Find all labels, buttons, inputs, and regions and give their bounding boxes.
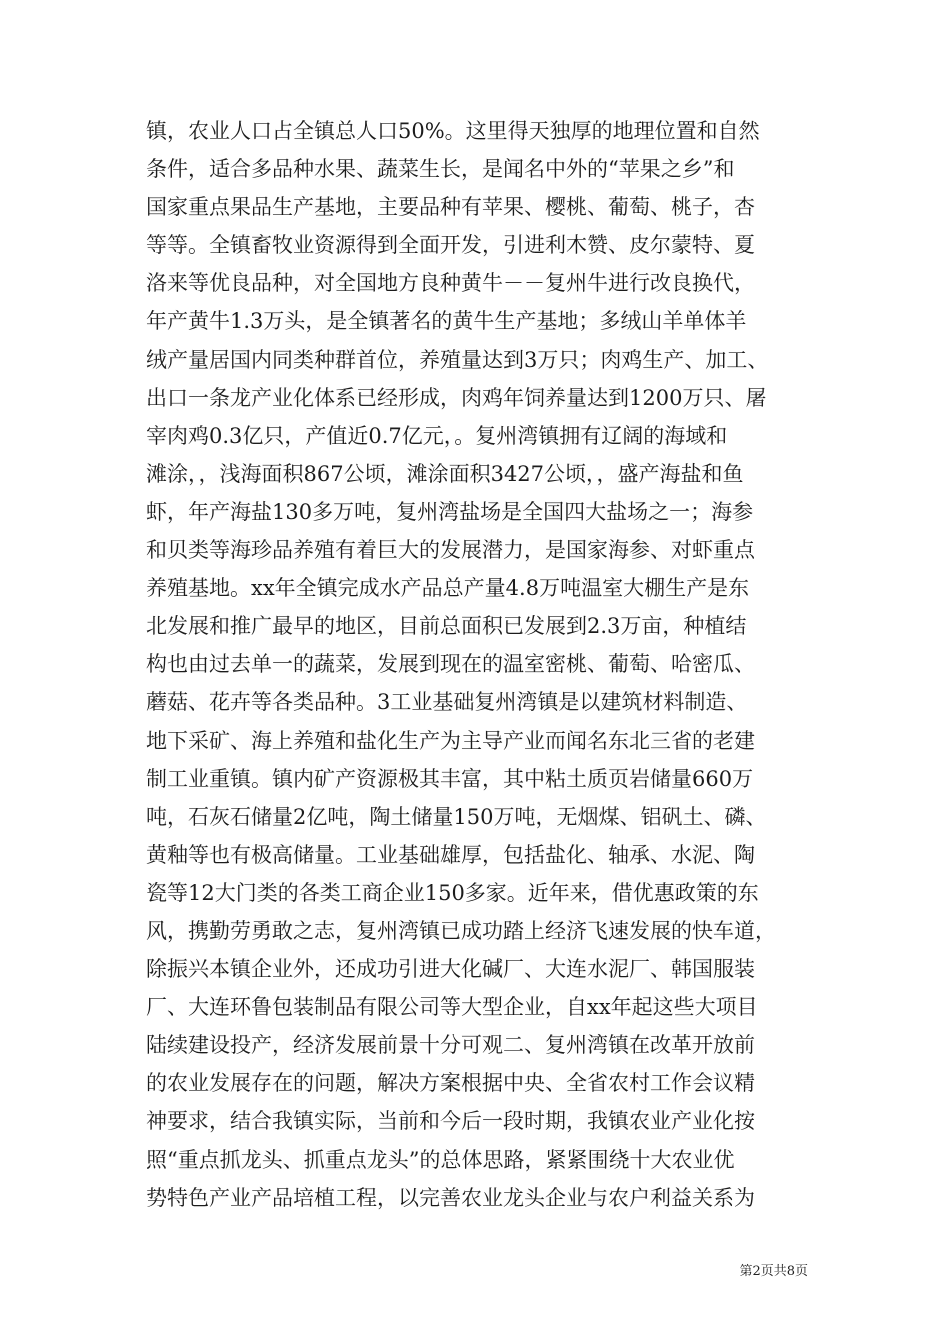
text-line: 照“重点抓龙头、抓重点龙头”的总体思路，紧紧围绕十大农业优 (146, 1147, 735, 1172)
text-line: 势特色产业产品培植工程，以完善农业龙头企业与农户利益关系为 (146, 1185, 755, 1210)
text-line: 和贝类等海珍品养殖有着巨大的发展潜力，是国家海参、对虾重点 (146, 538, 755, 563)
text-line: 除振兴本镇企业外，还成功引进大化碱厂、大连水泥厂、韩国服装 (146, 957, 755, 982)
text-line: 北发展和推广最早的地区，目前总面积已发展到2.3万亩，种植结 (146, 614, 747, 639)
text-line: 风，携勤劳勇敢之志，复州湾镇已成功踏上经济飞速发展的快车道， (146, 918, 776, 943)
text-line: 神要求，结合我镇实际，当前和今后一段时期，我镇农业产业化按 (146, 1109, 755, 1134)
text-line: 陆续建设投产，经济发展前景十分可观二、复州湾镇在改革开放前 (146, 1033, 755, 1058)
text-line: 绒产量居国内同类种群首位，养殖量达到3万只；肉鸡生产、加工、 (146, 347, 769, 372)
text-line: 等等。全镇畜牧业资源得到全面开发，引进利木赞、皮尔蒙特、夏 (146, 233, 755, 258)
document-body (146, 112, 826, 1217)
text-line: 瓷等12大门类的各类工商企业150多家。近年来，借优惠政策的东 (146, 880, 759, 905)
text-line: 出口一条龙产业化体系已经形成，肉鸡年饲养量达到1200万只、屠 (146, 385, 767, 410)
text-line: 地下采矿、海上养殖和盐化生产为主导产业而闻名东北三省的老建 (146, 728, 755, 753)
text-line: 洛来等优良品种，对全国地方良种黄牛－－复州牛进行改良换代， (146, 271, 755, 296)
text-line: 黄釉等也有极高储量。工业基础雄厚，包括盐化、轴承、水泥、陶 (146, 842, 755, 867)
text-line: 的农业发展存在的问题，解决方案根据中央、全省农村工作会议精 (146, 1071, 755, 1096)
text-line: 滩涂，，浅海面积867公顷，滩涂面积3427公顷，，盛产海盐和鱼 (146, 461, 744, 486)
text-line: 条件，适合多品种水果、蔬菜生长，是闻名中外的“苹果之乡”和 (146, 157, 735, 182)
page-number: 第2页共8页 (739, 1264, 808, 1279)
text-line: 年产黄牛1.3万头，是全镇著名的黄牛生产基地；多绒山羊单体羊 (146, 309, 747, 334)
text-line: 吨，石灰石储量2亿吨，陶土储量150万吨，无烟煤、铝矾土、磷、 (146, 804, 767, 829)
text-line: 制工业重镇。镇内矿产资源极其丰富，其中粘土质页岩储量660万 (146, 766, 754, 791)
text-line: 蘑菇、花卉等各类品种。3工业基础复州湾镇是以建筑材料制造、 (146, 690, 748, 715)
text-line: 镇，农业人口占全镇总人口50%。这里得天独厚的地理位置和自然 (146, 119, 760, 143)
text-line: 养殖基地。xx年全镇完成水产品总产量4.8万吨温室大棚生产是东 (146, 576, 750, 601)
text-line: 构也由过去单一的蔬菜，发展到现在的温室密桃、葡萄、哈密瓜、 (146, 652, 755, 677)
text-line: 国家重点果品生产基地，主要品种有苹果、樱桃、葡萄、桃子，杏 (146, 195, 755, 220)
text-line: 宰肉鸡0.3亿只，产值近0.7亿元，。复州湾镇拥有辽阔的海域和 (146, 423, 728, 448)
text-line: 虾，年产海盐130多万吨，复州湾盐场是全国四大盐场之一；海参 (146, 499, 754, 524)
text-line: 厂、大连环鲁包装制品有限公司等大型企业，自xx年起这些大项目 (146, 995, 758, 1020)
